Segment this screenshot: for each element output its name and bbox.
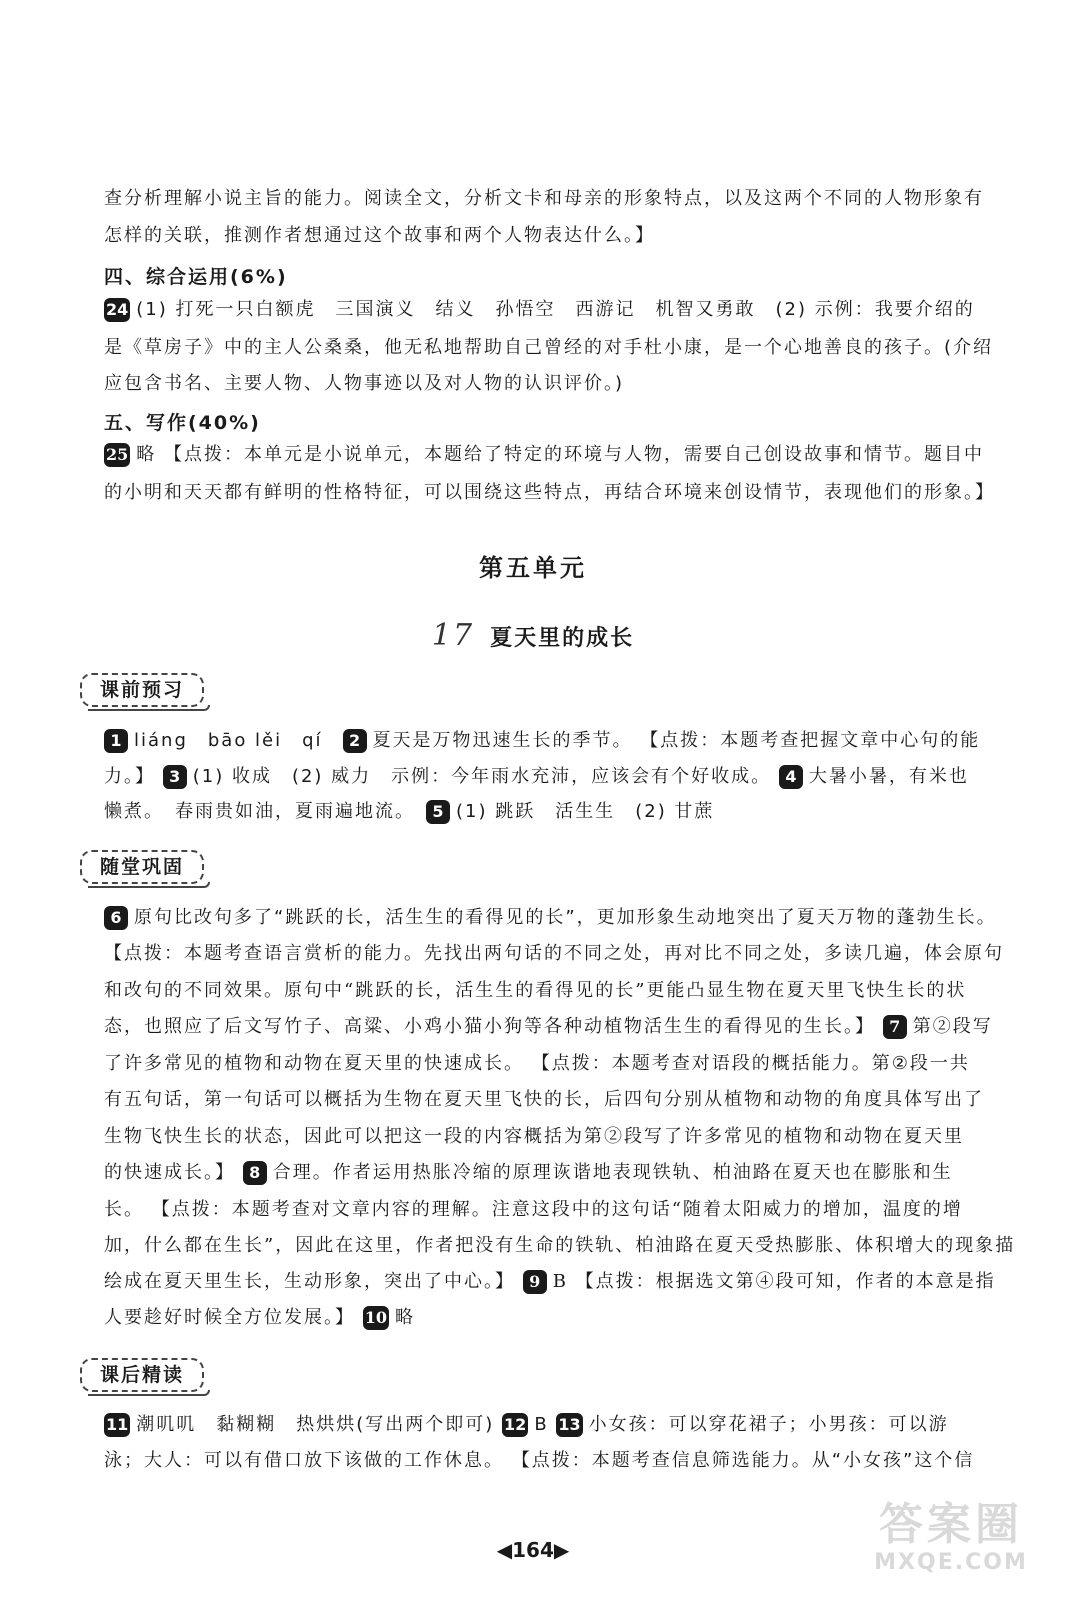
lesson-title [0, 618, 1066, 653]
text-line: 有五句话，第一句话可以概括为生物在夏天里飞快的长，后四句分别从植物和动物的角度具体写出了 [104, 1089, 984, 1110]
question-number-badge: 4 [779, 765, 803, 789]
section-heading: 四、综合运用(6%) [104, 266, 288, 288]
answer-line [104, 800, 949, 824]
text-line: 的小明和天天都有鲜明的性格特征，可以围绕这些特点，再结合环境来创设情节，表现他们的形象。】 [104, 482, 995, 503]
text-line: 生物飞快生长的状态，因此可以把这一段的内容概括为第②段写了许多常见的植物和动物在夏天里 [104, 1126, 964, 1147]
question-number-badge: 11 [104, 1413, 130, 1437]
answer-line [104, 1306, 949, 1330]
answer-text: 力。】 [104, 766, 155, 787]
answer-text: (1) 打死一只白额虎 三国演义 结义 孙悟空 西游记 机智又勇敢 (2) 示例：我要介绍的 [136, 299, 975, 320]
text-line: 了许多常见的植物和动物在夏天里的快速成长。 【点拨：本题考查对语段的概括能力。第②段一共 [104, 1053, 970, 1074]
question-number-badge: 5 [426, 800, 450, 824]
text-line: 泳；大人：可以有借口放下该做的工作休息。 【点拨：本题考查信息筛选能力。从“小女孩”这个信 [104, 1450, 975, 1471]
text-line: 和改句的不同效果。原句中“跳跃的长，活生生的看得见的长”更能凸显生物在夏天里飞快生长的状 [104, 980, 967, 1001]
answer-line [104, 1161, 953, 1185]
question-number-badge: 2 [343, 729, 367, 753]
answer-text: 合理。作者运用热胀冷缩的原理诙谐地表现铁轨、柏油路在夏天也在膨胀和生 [272, 1162, 953, 1183]
question-number-badge: 12 [502, 1413, 528, 1437]
watermark-text: 答案圈 [879, 1499, 1023, 1550]
question-number-badge: 9 [523, 1270, 547, 1294]
answer-text: 懒煮。 春雨贵如油，夏雨遍地流。 [104, 801, 406, 822]
answer-text: 态，也照应了后文写竹子、高粱、小鸡小猫小狗等各种动植物活生生的看得见的生长。】 [104, 1016, 875, 1037]
question-number-badge: 8 [243, 1161, 267, 1185]
text-line: 长。 【点拨：本题考查对文章内容的理解。注意这段中的这句话“随着太阳威力的增加，温度的增 [104, 1199, 963, 1220]
watermark-url: MXQE.COM [874, 1550, 1028, 1575]
question-number-badge: 25 [104, 443, 130, 467]
text-line: 【点拨：本题考查语言赏析的能力。先找出两句话的不同之处，再对比不同之处，多读几遍，体会原句 [104, 943, 1004, 964]
answer-line [104, 443, 984, 467]
answer-text: 人要趁好时候全方位发展。】 [104, 1307, 355, 1328]
answer-line [104, 765, 969, 789]
answer-text: 夏天是万物迅速生长的季节。 【点拨：本题考查把握文章中心句的能 [372, 730, 981, 751]
text-line: 加，什么都在生长”，因此在这里，作者把没有生命的铁轨、柏油路在夏天受热膨胀、体积增大的现象描 [104, 1235, 1016, 1256]
answer-text: 大暑小暑，有米也 [808, 766, 969, 787]
question-number-badge: 1 [104, 729, 128, 753]
answer-text: B 【点拨：根据选文第④段可知，作者的本意是指 [552, 1271, 996, 1292]
lesson-number: 17 [431, 618, 475, 653]
section-label-preview: 课前预习 [80, 673, 204, 707]
text-line: 怎样的关联，推测作者想通过这个故事和两个人物表达什么。】 [104, 225, 655, 246]
text-line: 查分析理解小说主旨的能力。阅读全文，分析文卡和母亲的形象特点，以及这两个不同的人物形象有 [104, 188, 984, 209]
page-number: ◀164▶ [496, 1538, 570, 1562]
question-number-badge: 13 [556, 1413, 582, 1437]
answer-line [104, 1015, 993, 1039]
answer-line [104, 729, 981, 753]
answer-text: 小女孩：可以穿花裙子；小男孩：可以游 [588, 1414, 949, 1435]
text-line: 应包含书名、主要人物、人物事迹以及对人物的认识评价。) [104, 373, 625, 394]
answer-text: (1) 收成 (2) 威力 示例：今年雨水充沛，应该会有个好收成。 [192, 766, 772, 787]
answer-line [104, 1270, 996, 1294]
question-number-badge: 6 [104, 906, 128, 930]
section-heading: 五、写作(40%) [104, 412, 261, 434]
answer-line [104, 298, 975, 322]
answer-text: (1) 跳跃 活生生 (2) 甘蔗 [456, 801, 715, 822]
answer-text: liáng bāo lěi qí [134, 730, 323, 751]
question-number-badge: 24 [104, 298, 130, 322]
answer-text: 的快速成长。】 [104, 1162, 235, 1183]
answer-line [104, 906, 997, 930]
question-number-badge: 7 [883, 1015, 907, 1039]
answer-text: 原句比改句多了“跳跃的长，活生生的看得见的长”，更加形象生动地突出了夏天万物的蓬勃生长。 [134, 907, 997, 928]
section-label-after-class: 课后精读 [80, 1358, 204, 1392]
section-label-consolidate: 随堂巩固 [80, 850, 204, 884]
answer-line [104, 1413, 949, 1437]
answer-text: 绘成在夏天里生长，生动形象，突出了中心。】 [104, 1271, 515, 1292]
question-number-badge: 3 [163, 765, 187, 789]
answer-text: 第②段写 [912, 1016, 993, 1037]
question-number-badge: 10 [363, 1306, 389, 1330]
answer-text: 略 【点拨：本单元是小说单元，本题给了特定的环境与人物，需要自己创设故事和情节。题目中 [136, 444, 984, 465]
lesson-name: 夏天里的成长 [490, 626, 635, 651]
answer-text: 略 [395, 1307, 415, 1328]
answer-text: B [534, 1414, 549, 1435]
answer-text: 潮叽叽 黏糊糊 热烘烘(写出两个即可) [136, 1414, 495, 1435]
text-line: 是《草房子》中的主人公桑桑，他无私地帮助自己曾经的对手杜小康，是一个心地善良的孩子。(介绍 [104, 337, 994, 358]
unit-title: 第五单元 [479, 554, 587, 582]
watermark-logo [866, 1500, 1036, 1590]
